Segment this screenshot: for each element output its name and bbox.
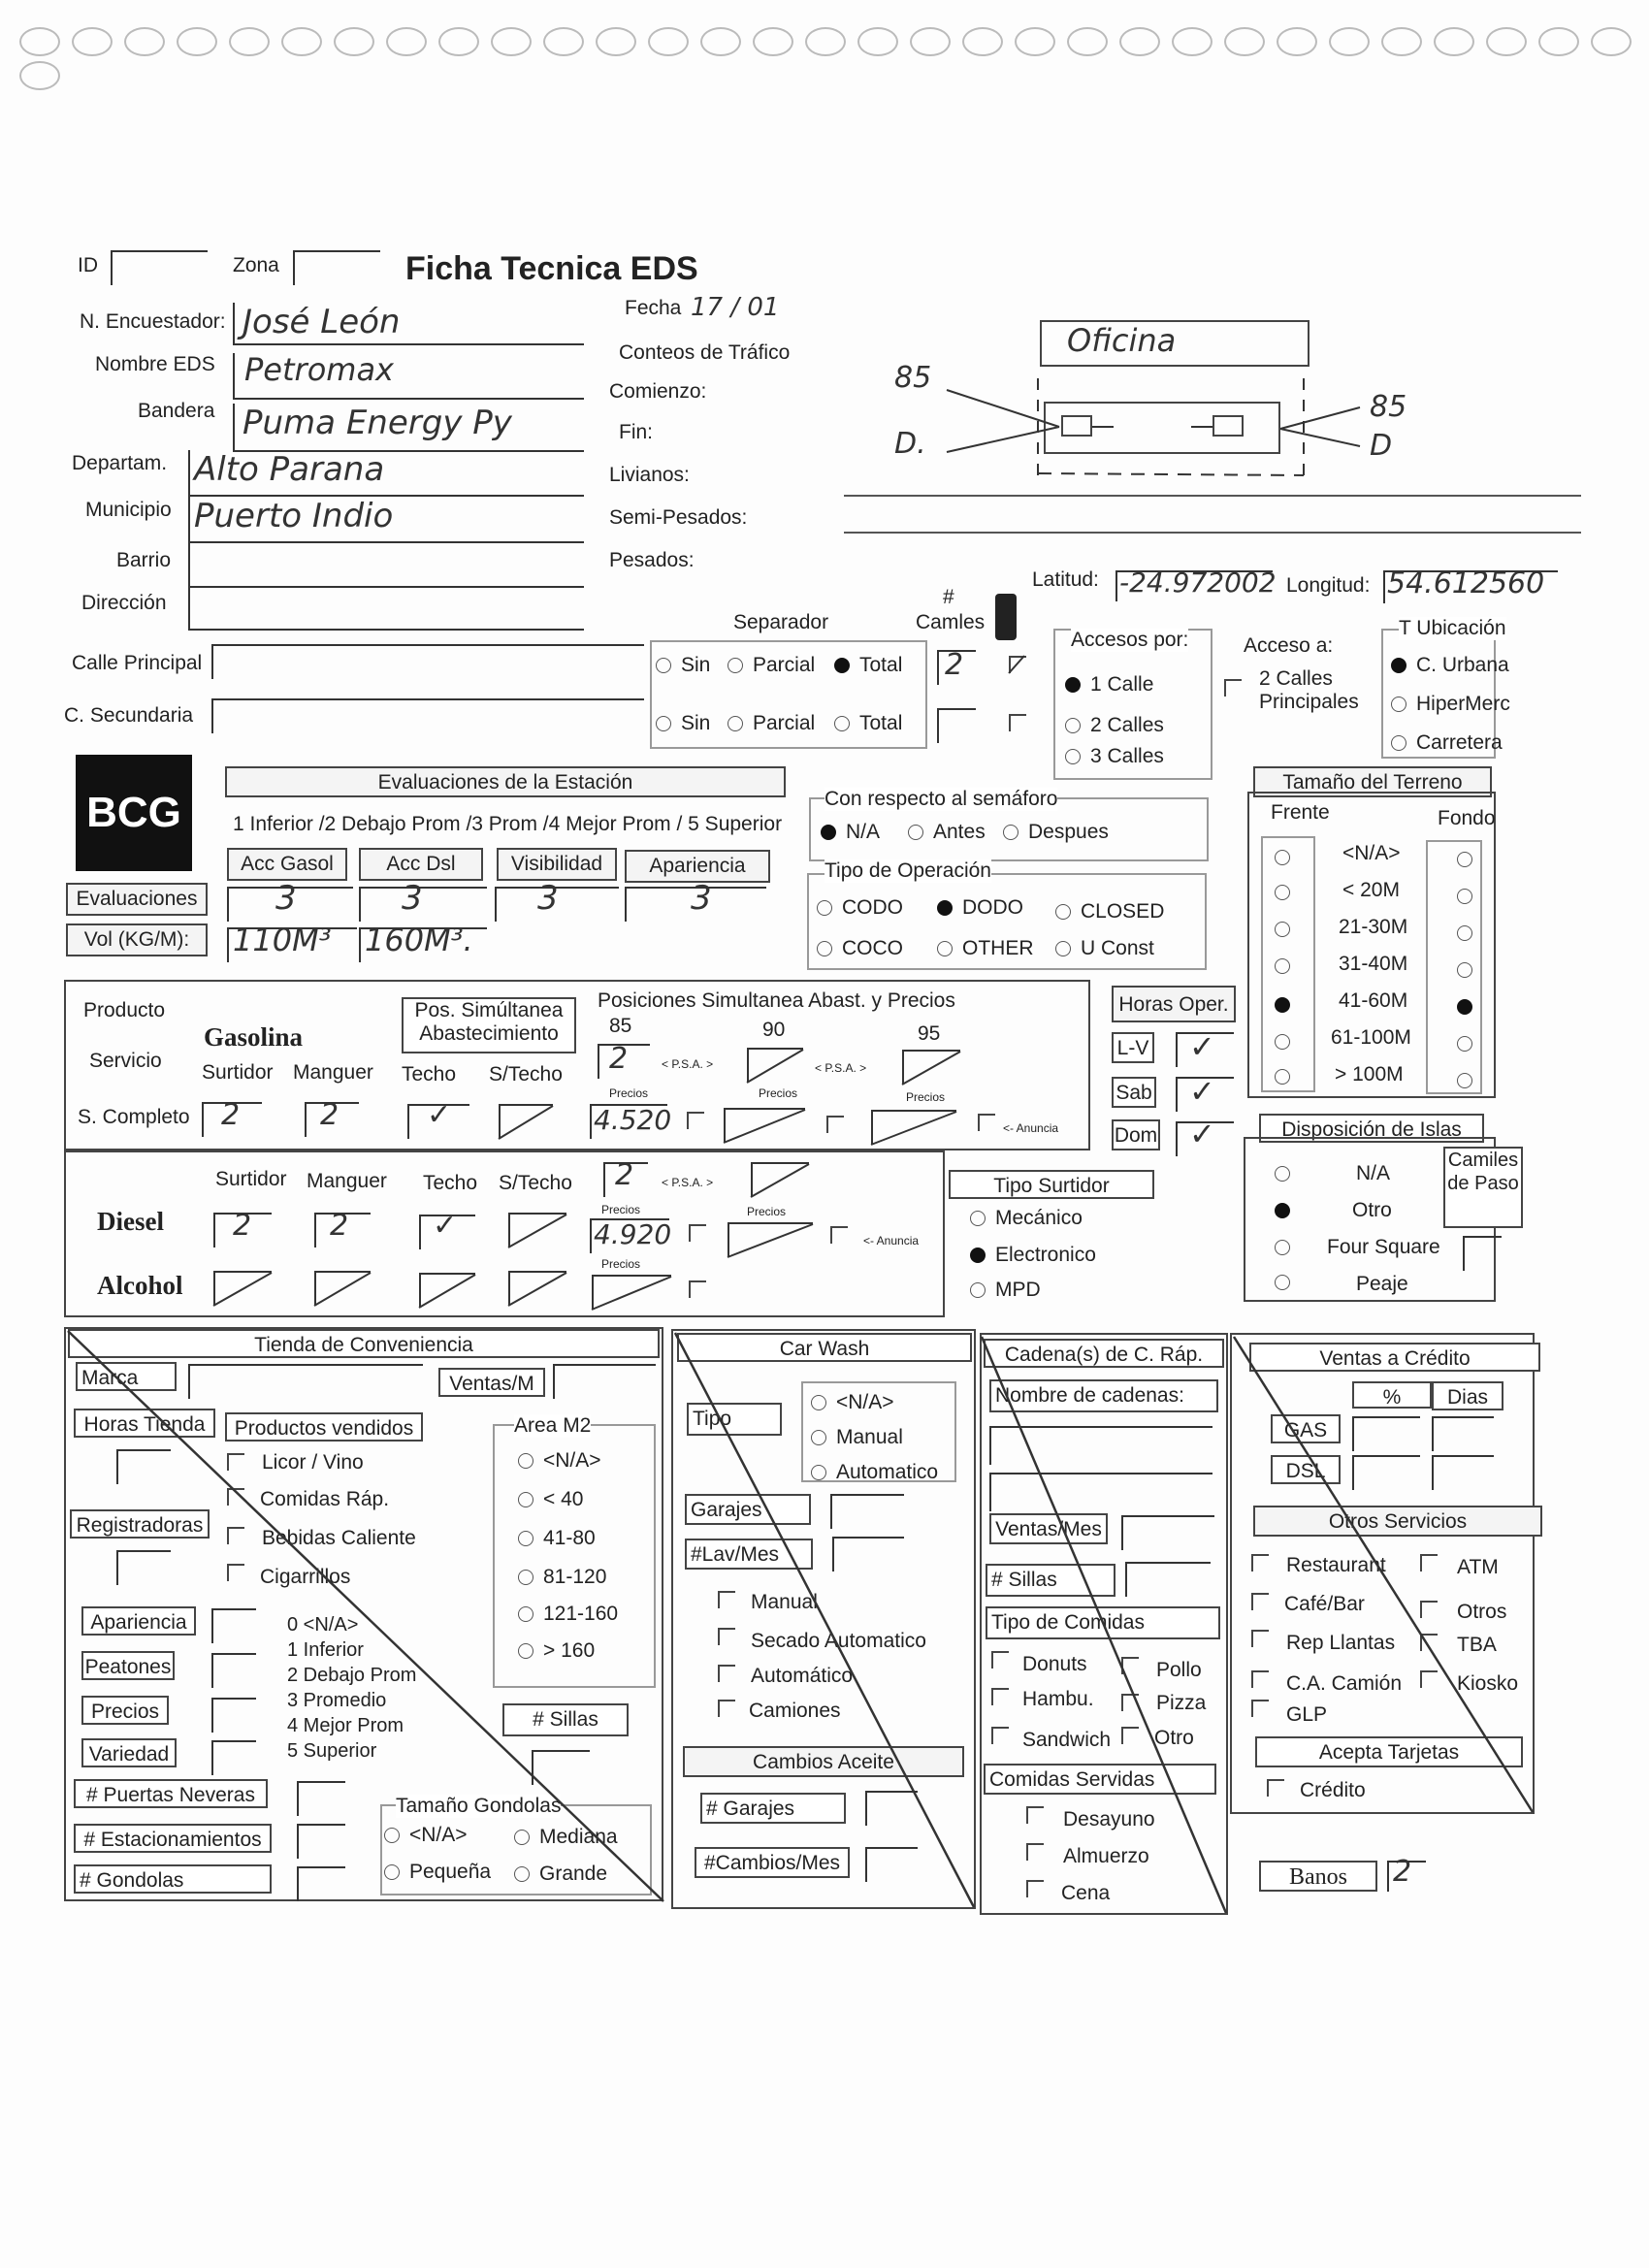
diagram-left-bottom: D. (894, 427, 926, 461)
sep2-parcial[interactable]: Parcial (728, 712, 815, 735)
semaforo-title: Con respecto al semáforo (824, 788, 1058, 810)
sep1-sin[interactable]: Sin (656, 654, 710, 677)
gondola-radio[interactable]: Mediana (514, 1826, 618, 1849)
terreno-opt: > 100M (1335, 1063, 1404, 1085)
credito-pct: % (1352, 1381, 1432, 1409)
diagram-right-top: 85 (1370, 390, 1407, 424)
vol-label: Vol (KG/M): (66, 923, 208, 956)
fecha-label: Fecha (625, 297, 682, 319)
ubic-carretera[interactable]: Carretera (1391, 731, 1503, 755)
op-uconst[interactable]: U Const (1055, 937, 1154, 960)
camiles-paso: Camiles de Paso (1443, 1147, 1523, 1228)
carwash-check: Automático (751, 1665, 854, 1687)
field-label: Departam. (72, 452, 168, 474)
carwash-check: Camiones (749, 1700, 841, 1722)
precios-label: Precios (759, 1086, 798, 1100)
op-other[interactable]: OTHER (937, 937, 1034, 960)
credito-dsl: DSL (1271, 1455, 1341, 1484)
op-closed[interactable]: CLOSED (1055, 900, 1164, 923)
field-label: Municipio (85, 499, 172, 521)
carwash-lav: #Lav/Mes (685, 1539, 813, 1570)
precios-label: Precios (747, 1205, 787, 1218)
scale-item: 5 Superior (287, 1740, 377, 1762)
area-radio[interactable]: 41-80 (518, 1527, 596, 1550)
prod-item: Comidas Ráp. (260, 1488, 390, 1510)
surtidor-title: Tipo Surtidor (949, 1170, 1154, 1199)
aceite-title: Cambios Aceite (683, 1746, 964, 1777)
horas-check: ✓ (1189, 1073, 1215, 1110)
otros-left: GLP (1286, 1703, 1328, 1726)
tienda-left-label: Variedad (81, 1738, 177, 1767)
carwash-radio[interactable]: Automatico (811, 1461, 938, 1484)
carwash-check: Secado Automatico (751, 1630, 926, 1652)
sep2-total[interactable]: Total (834, 712, 902, 735)
terreno-opt: 21-30M (1339, 916, 1408, 938)
diagram-arrow (947, 427, 1059, 452)
day-label: Sab (1112, 1077, 1156, 1108)
accesos-title: Accesos por: (1071, 629, 1189, 651)
cadena-sillas: # Sillas (986, 1564, 1116, 1597)
slash (592, 1277, 671, 1310)
tienda-left-label: Peatones (81, 1651, 175, 1680)
isla-opt: N/A (1356, 1162, 1391, 1184)
acceso-1calle[interactable]: 1 Calle (1065, 673, 1153, 697)
manguer-label: Manguer (293, 1061, 373, 1084)
tipo-item: Pollo (1156, 1659, 1202, 1681)
day-label: Dom (1112, 1119, 1160, 1150)
anuncia-label: <- Anuncia (1003, 1121, 1059, 1135)
strike-credito (1234, 1337, 1533, 1812)
slash (508, 1215, 566, 1247)
carwash-radio[interactable]: Manual (811, 1426, 903, 1449)
surtidor-label: Surtidor (215, 1168, 287, 1190)
departam-value: Alto Parana (194, 450, 385, 489)
diagram-arrow (947, 390, 1059, 427)
prod-item: Licor / Vino (262, 1451, 364, 1474)
banos-value[interactable]: 2 (1393, 1855, 1412, 1889)
municipio-value: Puerto Indio (194, 497, 394, 535)
tienda-left-label: Apariencia (81, 1606, 196, 1636)
gondolas-title: Tamaño Gondolas (396, 1795, 562, 1817)
gasolina-label: Gasolina (204, 1022, 304, 1052)
eval-value: 3 (691, 879, 712, 918)
diesel-label: Diesel (97, 1207, 164, 1236)
sillas-label: # Sillas (502, 1703, 629, 1736)
tipo-item: Pizza (1156, 1692, 1207, 1714)
carwash-title: Car Wash (677, 1333, 972, 1362)
credito-label: Crédito (1300, 1779, 1366, 1801)
credito-title: Ventas a Crédito (1249, 1343, 1540, 1372)
otros-title: Otros Servicios (1253, 1506, 1542, 1537)
op-dodo[interactable]: DODO (937, 896, 1023, 920)
fin-label: Fin: (619, 421, 654, 443)
dsl-techo-value: ✓ (433, 1209, 458, 1243)
day-label: L-V (1112, 1032, 1154, 1063)
acceso-a-label: Acceso a: (1244, 634, 1334, 657)
ubic-urbana[interactable]: C. Urbana (1391, 654, 1509, 677)
aceite-garajes: # Garajes (700, 1793, 846, 1824)
scompleto-label: S. Completo (78, 1106, 190, 1128)
semi-label: Semi-Pesados: (609, 506, 748, 529)
tienda-left-label: Precios (81, 1696, 169, 1725)
diagram-arrow (1280, 407, 1360, 429)
semaforo-na[interactable]: N/A (821, 821, 880, 844)
gondola-radio[interactable]: <N/A> (384, 1824, 468, 1847)
scale-item: 4 Mejor Prom (287, 1715, 404, 1736)
gondola-radio[interactable]: Grande (514, 1863, 607, 1886)
slash (747, 1050, 803, 1083)
lon-label: Longitud: (1286, 574, 1371, 597)
slash (1009, 656, 1024, 673)
semaforo-antes[interactable]: Antes (908, 821, 986, 844)
grade-95: 95 (918, 1022, 941, 1045)
grade-85: 85 (609, 1015, 632, 1037)
sep2-sin[interactable]: Sin (656, 712, 710, 735)
calle-secundaria-label: C. Secundaria (64, 704, 194, 727)
otros-left: C.A. Camión (1286, 1672, 1403, 1695)
slash (751, 1164, 809, 1197)
acceso-2calles[interactable]: 2 Calles (1065, 714, 1164, 737)
eval-scale: 1 Inferior /2 Debajo Prom /3 Prom /4 Mejor Prom / 5 Superior (233, 813, 783, 835)
area-radio[interactable]: < 40 (518, 1488, 583, 1511)
pos-sim-header: Pos. Simúltanea Abastecimiento (402, 997, 576, 1053)
otros-right: ATM (1457, 1556, 1499, 1578)
isla-opt: Four Square (1327, 1236, 1440, 1258)
precios-label: Precios (601, 1257, 641, 1271)
bcg-logo: BCG (76, 755, 192, 871)
isla-opt: Peaje (1356, 1273, 1408, 1295)
terreno-opt: < 20M (1342, 879, 1400, 901)
diagram-dashed (1038, 473, 1304, 475)
zona-label: Zona (233, 254, 279, 276)
eval-col: Acc Gasol (227, 848, 347, 881)
nombre-eds-value: Petromax (244, 351, 394, 388)
carwash-tipo: Tipo (687, 1403, 782, 1436)
gas-price-value: 4.520 (594, 1104, 672, 1136)
slash (728, 1224, 813, 1257)
area-radio[interactable]: 121-160 (518, 1603, 618, 1626)
area-radio[interactable]: 81-120 (518, 1566, 606, 1589)
field-label: N. Encuestador: (80, 310, 226, 333)
otros-right: Otros (1457, 1601, 1507, 1623)
gas-manguer-value: 2 (320, 1098, 340, 1132)
diagram-left-top: 85 (894, 361, 932, 395)
eval-label: Evaluaciones (66, 883, 208, 916)
prod-item: Cigarrillos (260, 1566, 351, 1588)
stecho-label: S/Techo (499, 1172, 572, 1194)
otros-right: TBA (1457, 1634, 1497, 1656)
field-label: Dirección (81, 592, 167, 614)
isla-opt: Otro (1352, 1199, 1392, 1221)
strike-cadena (982, 1337, 1226, 1913)
prod-item: Bebidas Caliente (262, 1527, 416, 1549)
eval-col: Acc Dsl (359, 848, 483, 881)
precios-label: Precios (906, 1090, 946, 1104)
scale-item: 3 Promedio (287, 1690, 387, 1711)
surtidor-electronico[interactable]: Electronico (970, 1244, 1096, 1267)
strike-carwash (675, 1333, 974, 1907)
dsl-price-value: 4.920 (594, 1218, 672, 1250)
field-label: Nombre EDS (95, 353, 215, 375)
credito-gas: GAS (1271, 1414, 1341, 1443)
surtidor-mpd[interactable]: MPD (970, 1279, 1041, 1302)
horas-title: Horas Oper. (1112, 986, 1236, 1022)
servidas-item: Cena (1061, 1882, 1111, 1904)
camiles-label: Camles (916, 611, 986, 633)
pesados-label: Pesados: (609, 549, 695, 571)
servidas-item: Desayuno (1063, 1808, 1155, 1831)
terreno-opt: 41-60M (1339, 989, 1408, 1012)
servicio-label: Servicio (89, 1050, 162, 1072)
field-label: Bandera (138, 400, 215, 422)
dsl-pos-value: 2 (615, 1158, 634, 1192)
tienda-bottom-label: # Puertas Neveras (74, 1779, 268, 1808)
acceso-3calles[interactable]: 3 Calles (1065, 745, 1164, 768)
bandera-value: Puma Energy Py (242, 404, 512, 442)
otros-left: Rep Llantas (1286, 1632, 1396, 1654)
cadena-ventas: Ventas/Mes (989, 1513, 1108, 1544)
slash (314, 1273, 371, 1306)
encuestador-value: José León (242, 303, 401, 341)
page-title: Ficha Tecnica EDS (405, 250, 698, 287)
psa-label: < P.S.A. > (662, 1057, 714, 1071)
lat-value: -24.972002 (1119, 567, 1277, 599)
terreno-opt: 61-100M (1331, 1026, 1411, 1049)
gas-techo-value: ✓ (427, 1098, 452, 1132)
pos-title: Posiciones Simultanea Abast. y Precios (598, 989, 955, 1012)
psa-label: < P.S.A. > (662, 1176, 714, 1189)
livianos-label: Livianos: (609, 464, 690, 486)
id-label: ID (78, 254, 98, 276)
fecha-value[interactable]: 17 / 01 (691, 293, 780, 322)
horas-tienda-label: Horas Tienda (74, 1409, 215, 1438)
banos-label: Banos (1259, 1861, 1377, 1892)
registradoras-label: Registradoras (70, 1509, 210, 1539)
slash (508, 1273, 566, 1306)
area-radio[interactable]: > 160 (518, 1639, 595, 1663)
evaluaciones-title: Evaluaciones de la Estación (225, 766, 786, 797)
slash (902, 1052, 960, 1085)
terreno-title: Tamaño del Terreno (1253, 766, 1492, 797)
tipo-item: Otro (1154, 1727, 1194, 1749)
productos-title: Productos vendidos (225, 1412, 423, 1442)
techo-label: Techo (402, 1063, 457, 1085)
precios-label: Precios (609, 1086, 649, 1100)
separador-title: Separador (733, 611, 829, 633)
semaforo-despues[interactable]: Despues (1003, 821, 1109, 844)
tipo-item: Sandwich (1022, 1729, 1112, 1751)
producto-label: Producto (83, 999, 166, 1021)
scale-item: 2 Debajo Prom (287, 1665, 417, 1686)
otros-left: Restaurant (1286, 1554, 1386, 1576)
horas-check: ✓ (1189, 1116, 1215, 1152)
field-label: Barrio (116, 549, 172, 571)
operacion-title: Tipo de Operación (824, 859, 991, 882)
scale-item: 0 <N/A> (287, 1614, 359, 1636)
camiles-hash: # (943, 586, 954, 608)
op-codo[interactable]: CODO (817, 896, 903, 920)
surtidor-label: Surtidor (202, 1061, 274, 1084)
precios-label: Precios (601, 1203, 641, 1216)
manguer-label: Manguer (307, 1170, 387, 1192)
tienda-bottom-label: # Estacionamientos (74, 1824, 272, 1853)
cadena-nombre: Nombre de cadenas: (989, 1379, 1218, 1412)
horas-check: ✓ (1189, 1028, 1215, 1065)
tienda-title: Tienda de Conveniencia (68, 1329, 660, 1358)
otros-right: Kiosko (1457, 1672, 1519, 1695)
area-radio[interactable]: <N/A> (518, 1449, 601, 1473)
islas-title: Disposición de Islas (1259, 1114, 1484, 1143)
gondola-radio[interactable]: Pequeña (384, 1861, 491, 1884)
surtidor-mecanico[interactable]: Mecánico (970, 1207, 1083, 1230)
techo-label: Techo (423, 1172, 478, 1194)
aceite-cambios: #Cambios/Mes (695, 1847, 850, 1878)
office-label: Oficina (1067, 322, 1177, 359)
ubic-hipermerc[interactable]: HiperMerc (1391, 693, 1510, 716)
dsl-surtidor-value: 2 (233, 1209, 252, 1243)
psa-label: < P.S.A. > (815, 1061, 867, 1075)
area-title: Area M2 (514, 1414, 592, 1437)
cadena-title: Cadena(s) de C. Ráp. (984, 1339, 1224, 1368)
gas-surtidor-value: 2 (221, 1098, 241, 1132)
marca-label: Marca (76, 1362, 177, 1391)
fondo-label: Fondo (1438, 807, 1496, 829)
diagram-arrow (1280, 429, 1360, 446)
lon-value: 54.612560 (1387, 567, 1545, 600)
carwash-radio[interactable]: <N/A> (811, 1391, 894, 1414)
servidas-item: Almuerzo (1063, 1845, 1149, 1867)
principales-label: 2 Calles Principales (1259, 667, 1359, 713)
cadena-tipo: Tipo de Comidas (986, 1606, 1220, 1639)
servidas-title: Comidas Servidas (984, 1764, 1216, 1795)
eval-col: Apariencia (625, 850, 770, 883)
slash (499, 1106, 553, 1139)
comienzo-label: Comienzo: (609, 380, 707, 403)
eval-value: 3 (402, 879, 423, 918)
otros-left: Café/Bar (1284, 1593, 1365, 1615)
calle-principal-label: Calle Principal (72, 652, 203, 674)
lat-label: Latitud: (1032, 568, 1099, 591)
slash (419, 1275, 475, 1308)
sep1-total[interactable]: Total (834, 654, 902, 677)
carwash-garajes: Garajes (685, 1494, 811, 1525)
ventas-label: Ventas/M (438, 1368, 545, 1397)
vol-value: 160M³. (365, 922, 473, 958)
sep1-parcial[interactable]: Parcial (728, 654, 815, 677)
terreno-opt: <N/A> (1342, 842, 1401, 864)
anuncia-label: <- Anuncia (863, 1234, 920, 1247)
tarjetas-title: Acepta Tarjetas (1255, 1736, 1523, 1767)
tienda-bottom-label: # Gondolas (74, 1864, 272, 1894)
camiles-value: 2 (945, 648, 964, 682)
ubicacion-title: T Ubicación (1399, 617, 1506, 639)
vol-value: 110M³ (233, 922, 332, 958)
eval-value: 3 (275, 879, 297, 918)
eval-value: 3 (537, 879, 559, 918)
tipo-item: Hambu. (1022, 1688, 1094, 1710)
slash (724, 1110, 805, 1143)
carwash-check: Manual (751, 1591, 818, 1613)
diagram-right-bottom: D (1370, 429, 1393, 463)
conteos-label: Conteos de Tráfico (619, 341, 791, 364)
tipo-item: Donuts (1022, 1653, 1087, 1675)
alcohol-label: Alcohol (97, 1271, 183, 1300)
scale-item: 1 Inferior (287, 1639, 364, 1661)
strike-tienda (68, 1331, 663, 1901)
eval-col: Visibilidad (497, 848, 617, 881)
terreno-opt: 31-40M (1339, 953, 1408, 975)
gas-pos-value: 2 (609, 1042, 629, 1076)
slash (213, 1273, 272, 1306)
stecho-label: S/Techo (489, 1063, 563, 1085)
grade-90: 90 (762, 1019, 786, 1041)
dsl-manguer-value: 2 (330, 1209, 349, 1243)
op-coco[interactable]: COCO (817, 937, 903, 960)
frente-label: Frente (1271, 801, 1330, 824)
credito-dias: Dias (1432, 1381, 1504, 1410)
slash (871, 1112, 956, 1145)
